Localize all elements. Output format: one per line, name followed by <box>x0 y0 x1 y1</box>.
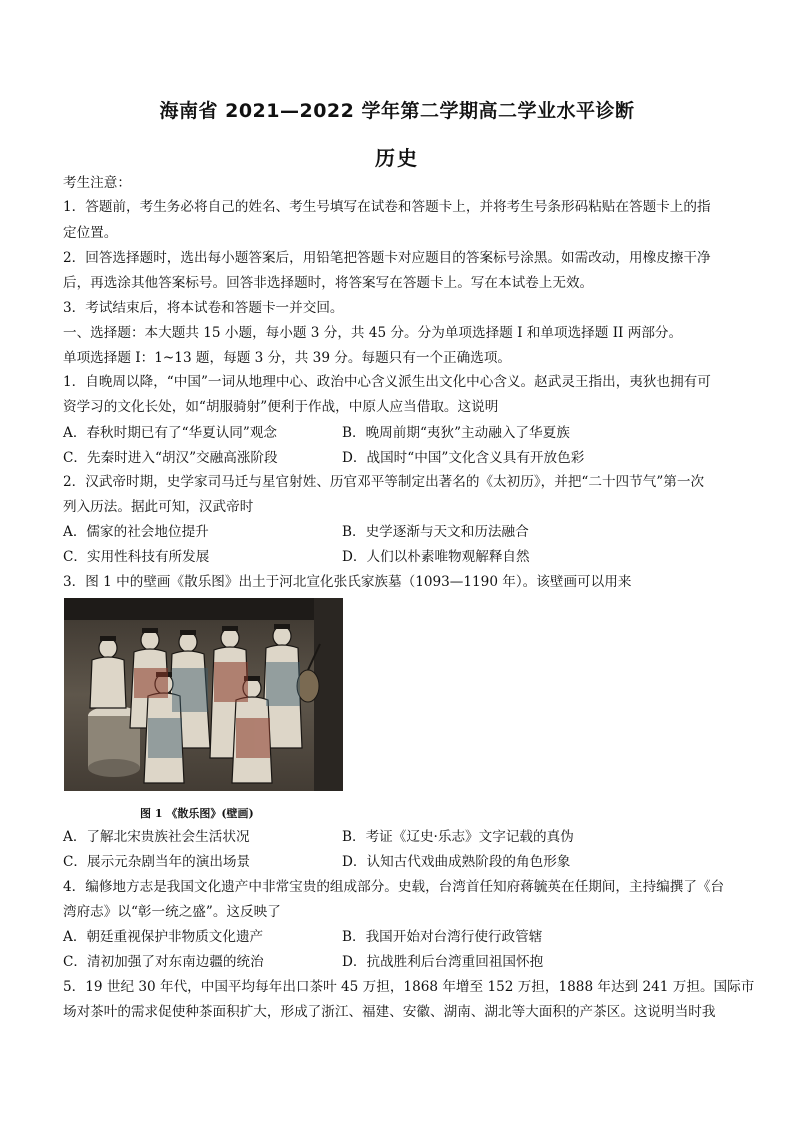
option-a: A．儒家的社会地位提升 <box>63 524 209 540</box>
notice-heading: 考生注意： <box>63 175 131 191</box>
subject-title: 历史 <box>375 146 419 170</box>
question-stem: 4．编修地方志是我国文化遗产中非常宝贵的组成部分。史载，台湾首任知府蒋毓英在任期间，主持编撰了《台 <box>63 879 725 895</box>
notice-line: 2．回答选择题时，选出每小题答案后，用铅笔把答题卡对应题目的答案标号涂黑。如需改动，用橡皮擦干净 <box>63 250 711 266</box>
option-b: B．我国开始对台湾行使行政管辖 <box>342 929 543 945</box>
notice-line: 3．考试结束后，将本试卷和答题卡一并交回。 <box>63 300 344 316</box>
question-stem: 列入历法。据此可知，汉武帝时 <box>63 499 254 515</box>
option-a: A．春秋时期已有了“华夏认同”观念 <box>63 425 278 441</box>
option-d: D．认知古代戏曲成熟阶段的角色形象 <box>342 854 571 870</box>
option-c: C．实用性科技有所发展 <box>63 549 210 565</box>
option-c: C．先秦时进入“胡汉”交融高涨阶段 <box>63 450 278 466</box>
option-b: B．晚周前期“夷狄”主动融入了华夏族 <box>342 425 570 441</box>
option-d: D．战国时“中国”文化含义具有开放色彩 <box>342 450 585 466</box>
question-stem: 1．自晚周以降，“中国”一词从地理中心、政治中心含义派生出文化中心含义。赵武灵王指出，夷狄也拥有可 <box>63 374 711 390</box>
question-stem: 5．19 世纪 30 年代，中国平均每年出口茶叶 45 万担，1868 年增至 152 万担，1888 年达到 241 万担。国际市 <box>63 979 755 995</box>
notice-line: 定位置。 <box>63 225 118 241</box>
section-subheading: 单项选择题 I：1~13 题，每题 3 分，共 39 分。每题只有一个正确选项。 <box>63 350 512 366</box>
option-c: C．展示元杂剧当年的演出场景 <box>63 854 251 870</box>
option-c: C．清初加强了对东南边疆的统治 <box>63 954 264 970</box>
exam-title: 海南省 2021—2022 学年第二学期高二学业水平诊断 <box>159 100 635 122</box>
option-b: B．史学逐渐与天文和历法融合 <box>342 524 529 540</box>
question-stem: 3．图 1 中的壁画《散乐图》出土于河北宣化张氏家族墓（1093—1190 年）。该壁画可以用来 <box>63 574 632 590</box>
question-stem: 2．汉武帝时期，史学家司马迁与星官射姓、历官邓平等制定出著名的《太初历》，并把“二十四节气”第一次 <box>63 474 705 490</box>
option-b: B．考证《辽史·乐志》文字记载的真伪 <box>342 829 574 845</box>
notice-line: 后，再选涂其他答案标号。回答非选择题时，将答案写在答题卡上。写在本试卷上无效。 <box>63 275 594 291</box>
mural-image <box>64 598 343 791</box>
question-stem: 湾府志》以“彰一统之盛”。这反映了 <box>63 904 281 920</box>
option-a: A．了解北宋贵族社会生活状况 <box>63 829 250 845</box>
notice-line: 1．答题前，考生务必将自己的姓名、考生号填写在试卷和答题卡上，并将考生号条形码粘贴在答题卡上的指 <box>63 199 711 215</box>
option-a: A．朝廷重视保护非物质文化遗产 <box>63 929 264 945</box>
question-stem: 资学习的文化长处，如“胡服骑射”便利于作战，中原人应当借取。这说明 <box>63 399 499 415</box>
question-stem: 场对茶叶的需求促使种茶面积扩大，形成了浙江、福建、安徽、湖南、湖北等大面积的产茶区。这说明当时我 <box>63 1004 716 1020</box>
option-d: D．人们以朴素唯物观解释自然 <box>342 549 530 565</box>
section-heading: 一、选择题：本大题共 15 小题，每小题 3 分，共 45 分。分为单项选择题 I 和单项选择题 II 两部分。 <box>63 325 683 341</box>
option-d: D．抗战胜利后台湾重回祖国怀抱 <box>342 954 544 970</box>
mural-illustration <box>64 598 343 791</box>
figure-caption: 图 1 《散乐图》(壁画) <box>140 807 254 820</box>
